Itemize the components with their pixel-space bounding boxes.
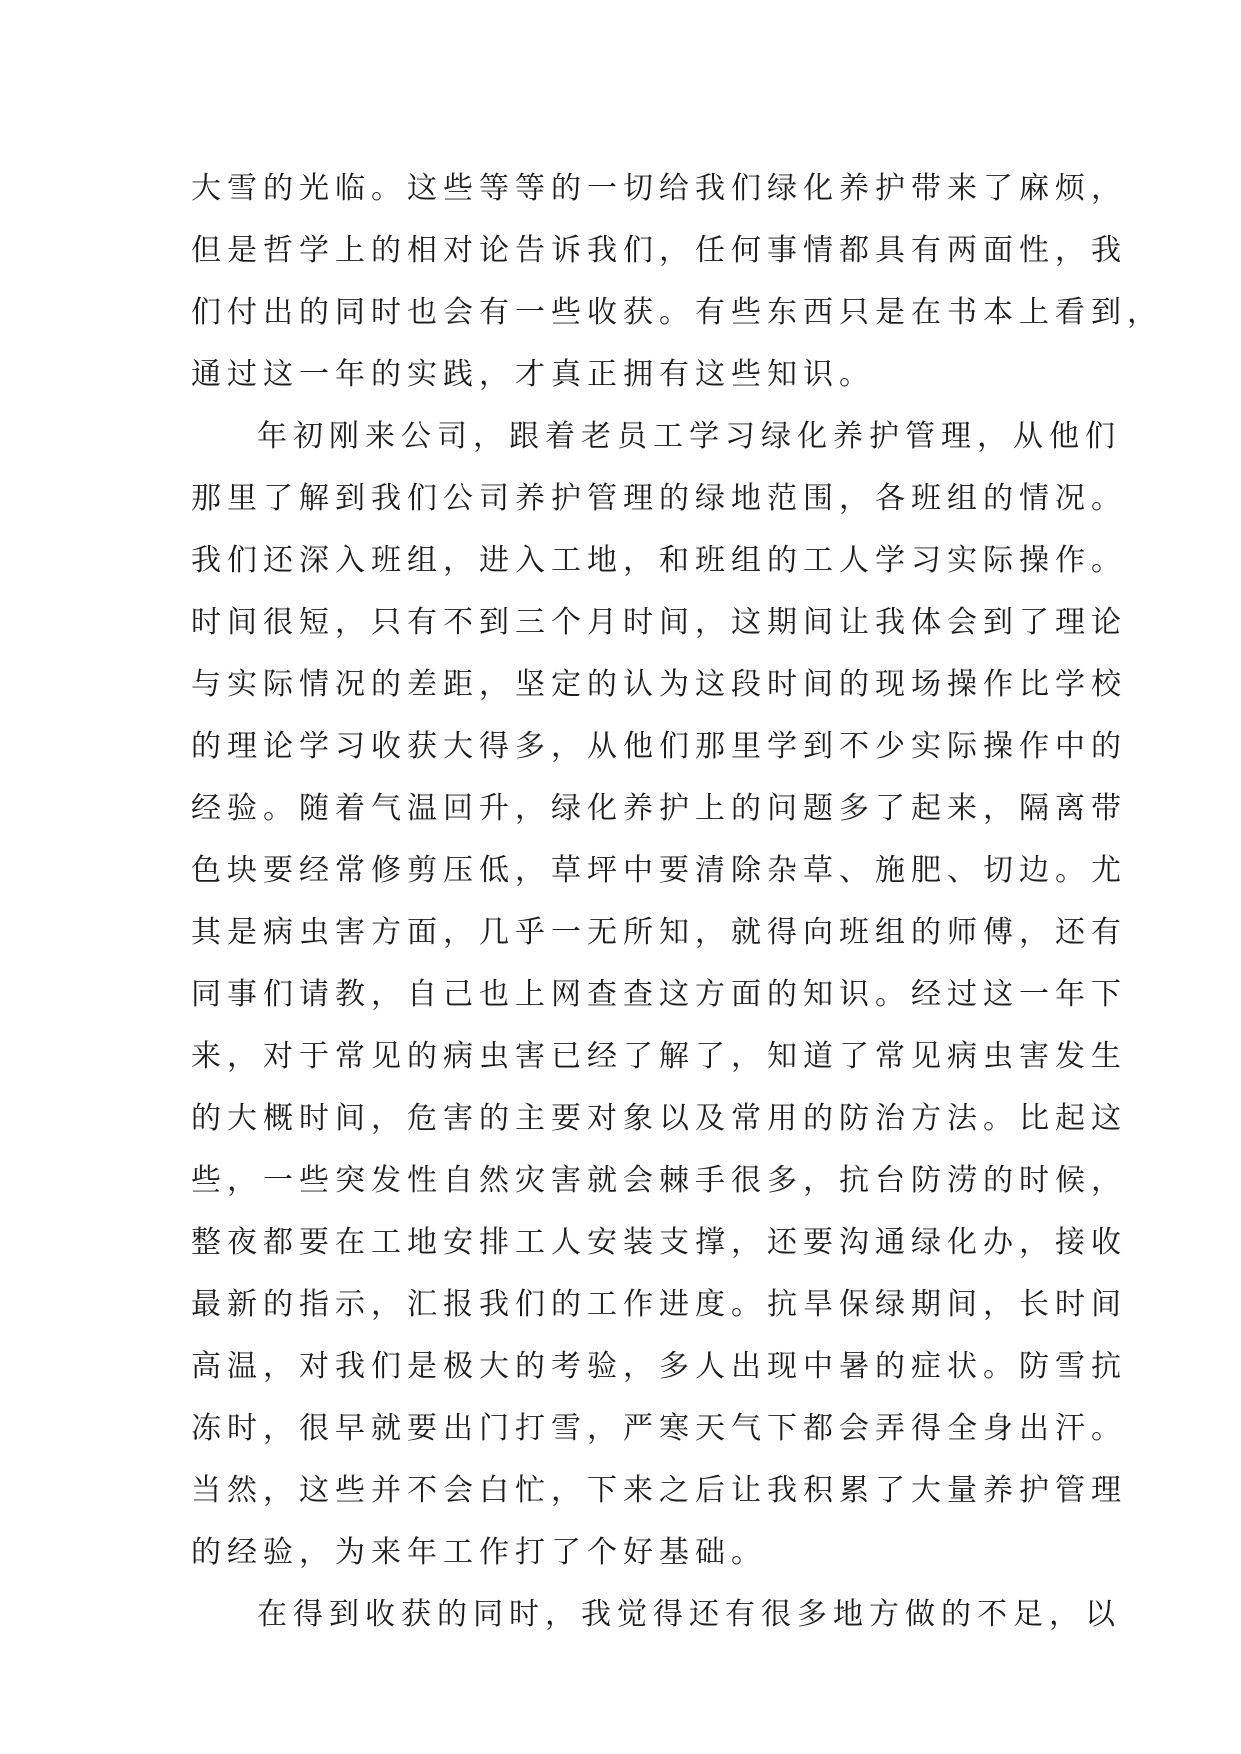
text-line: 的大概时间，危害的主要对象以及常用的防治方法。比起这 xyxy=(191,1101,1127,1136)
text-line: 我们还深入班组，进入工地，和班组的工人学习实际操作。 xyxy=(191,543,1127,578)
text-line: 那里了解到我们公司养护管理的绿地范围，各班组的情况。 xyxy=(191,481,1127,516)
body-text xyxy=(191,158,1163,1646)
paragraph-first-line: 年初刚来公司，跟着老员工学习绿化养护管理，从他们 xyxy=(257,419,1121,454)
paragraph-first-line: 在得到收获的同时，我觉得还有很多地方做的不足，以 xyxy=(257,1597,1121,1632)
text-line: 当然，这些并不会白忙，下来之后让我积累了大量养护管理 xyxy=(191,1473,1127,1508)
text-line: 时间很短，只有不到三个月时间，这期间让我体会到了理论 xyxy=(191,605,1127,640)
text-line: 来，对于常见的病虫害已经了解了，知道了常见病虫害发生 xyxy=(191,1039,1127,1074)
text-line: 大雪的光临。这些等等的一切给我们绿化养护带来了麻烦， xyxy=(191,171,1127,206)
text-line: 其是病虫害方面，几乎一无所知，就得向班组的师傅，还有 xyxy=(191,915,1127,950)
text-line: 色块要经常修剪压低，草坪中要清除杂草、施肥、切边。尤 xyxy=(191,853,1127,888)
text-line: 高温，对我们是极大的考验，多人出现中暑的症状。防雪抗 xyxy=(191,1349,1127,1384)
text-line: 们付出的同时也会有一些收获。有些东西只是在书本上看到， xyxy=(191,295,1163,330)
text-line: 的经验，为来年工作打了个好基础。 xyxy=(191,1535,767,1570)
text-line: 的理论学习收获大得多，从他们那里学到不少实际操作中的 xyxy=(191,729,1127,764)
text-line: 些，一些突发性自然灾害就会棘手很多，抗台防涝的时候， xyxy=(191,1163,1127,1198)
text-line: 通过这一年的实践，才真正拥有这些知识。 xyxy=(191,357,875,392)
text-line: 最新的指示，汇报我们的工作进度。抗旱保绿期间，长时间 xyxy=(191,1287,1127,1322)
text-line: 与实际情况的差距，坚定的认为这段时间的现场操作比学校 xyxy=(191,667,1127,702)
text-line: 经验。随着气温回升，绿化养护上的问题多了起来，隔离带 xyxy=(191,791,1127,826)
text-line: 整夜都要在工地安排工人安装支撑，还要沟通绿化办，接收 xyxy=(191,1225,1127,1260)
text-line: 但是哲学上的相对论告诉我们，任何事情都具有两面性，我 xyxy=(191,233,1127,268)
text-line: 冻时，很早就要出门打雪，严寒天气下都会弄得全身出汗。 xyxy=(191,1411,1127,1446)
text-line: 同事们请教，自己也上网查查这方面的知识。经过这一年下 xyxy=(191,977,1127,1012)
